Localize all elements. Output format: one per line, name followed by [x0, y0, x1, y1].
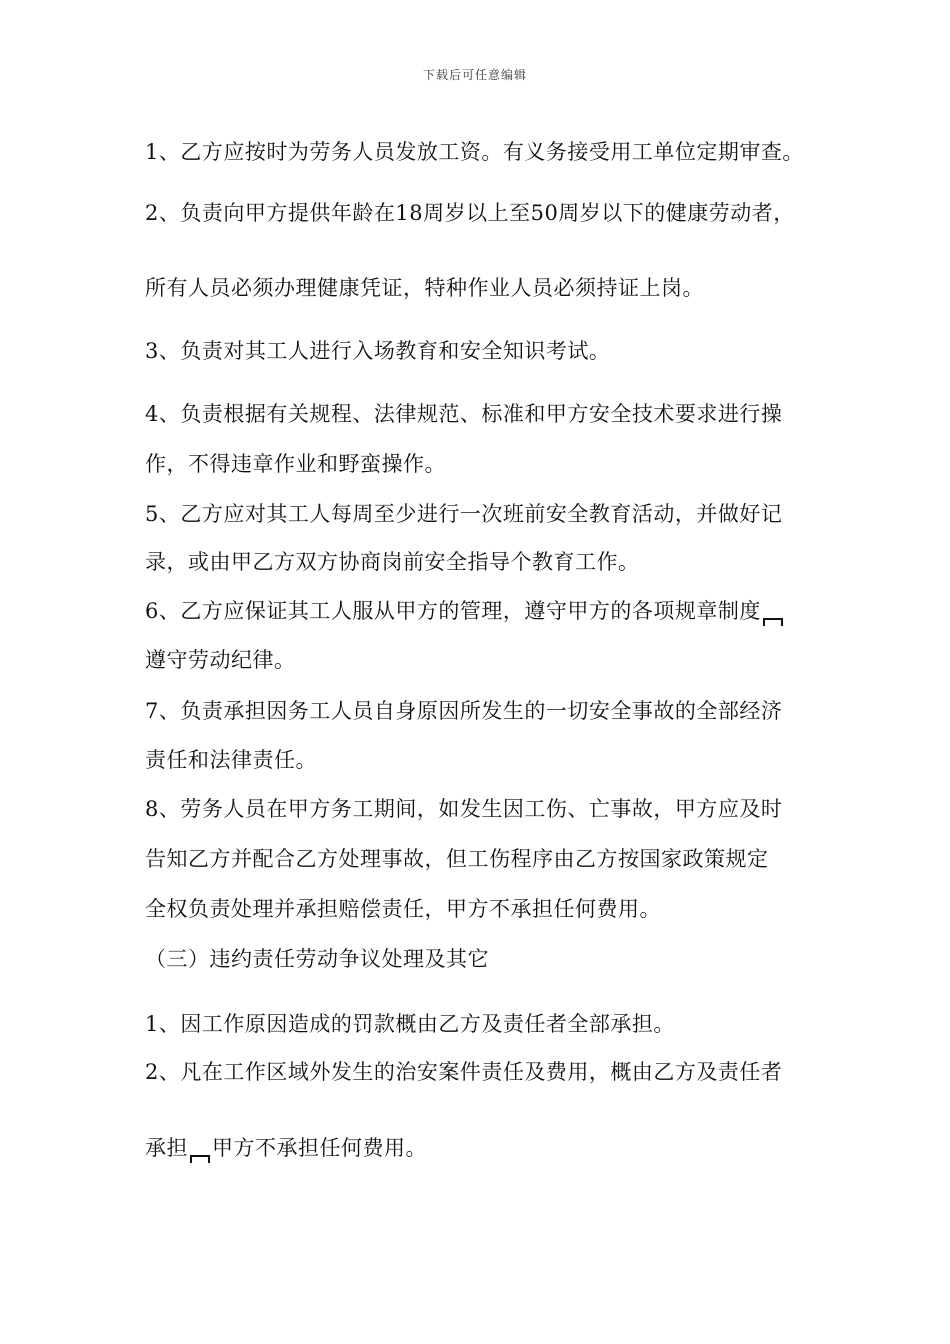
text-line-1: 1、乙方应按时为劳务人员发放工资。有义务接受用工单位定期审查。: [145, 140, 804, 164]
text-line-11: 7、负责承担因务工人员自身原因所发生的一切安全事故的全部经济: [145, 699, 783, 723]
text-line-18: 2、凡在工作区域外发生的治安案件责任及费用，概由乙方及责任者: [145, 1060, 783, 1084]
text-line-17: 1、因工作原因造成的罚款概由乙方及责任者全部承担。: [145, 1012, 675, 1036]
text-line-19-b: 甲方不承担任何费用。: [212, 1136, 427, 1160]
page-header: 下载后可任意编辑: [422, 68, 527, 82]
text-line-3: 所有人员必须办理健康凭证，特种作业人员必须持证上岗。: [145, 276, 704, 300]
text-line-9-text: 6、乙方应保证其工人服从甲方的管理，遵守甲方的各项规章制度: [145, 599, 761, 623]
text-line-6: 作，不得违章作业和野蛮操作。: [145, 452, 446, 476]
text-line-7: 5、乙方应对其工人每周至少进行一次班前安全教育活动，并做好记: [145, 502, 783, 526]
text-line-5: 4、负责根据有关规程、法律规范、标准和甲方安全技术要求进行操: [145, 402, 783, 426]
bracket-mark-icon: [763, 618, 783, 626]
text-line-2: 2、负责向甲方提供年龄在18周岁以上至50周岁以下的健康劳动者，: [145, 201, 795, 225]
bracket-mark-icon: [190, 1155, 210, 1163]
text-line-8: 录，或由甲乙方双方协商岗前安全指导个教育工作。: [145, 550, 640, 574]
text-line-14: 告知乙方并配合乙方处理事故，但工伤程序由乙方按国家政策规定: [145, 847, 769, 871]
text-line-13: 8、劳务人员在甲方务工期间，如发生因工伤、亡事故，甲方应及时: [145, 797, 783, 821]
section-heading: （三）违约责任劳动争议处理及其它: [145, 947, 489, 971]
text-line-4: 3、负责对其工人进行入场教育和安全知识考试。: [145, 339, 611, 363]
text-line-19: [145, 1134, 427, 1163]
text-line-19-a: 承担: [145, 1136, 188, 1160]
text-line-10: 遵守劳动纪律。: [145, 648, 296, 672]
text-line-9: [145, 597, 785, 626]
text-line-15: 全权负责处理并承担赔偿责任，甲方不承担任何费用。: [145, 897, 661, 921]
text-line-12: 责任和法律责任。: [145, 748, 317, 772]
